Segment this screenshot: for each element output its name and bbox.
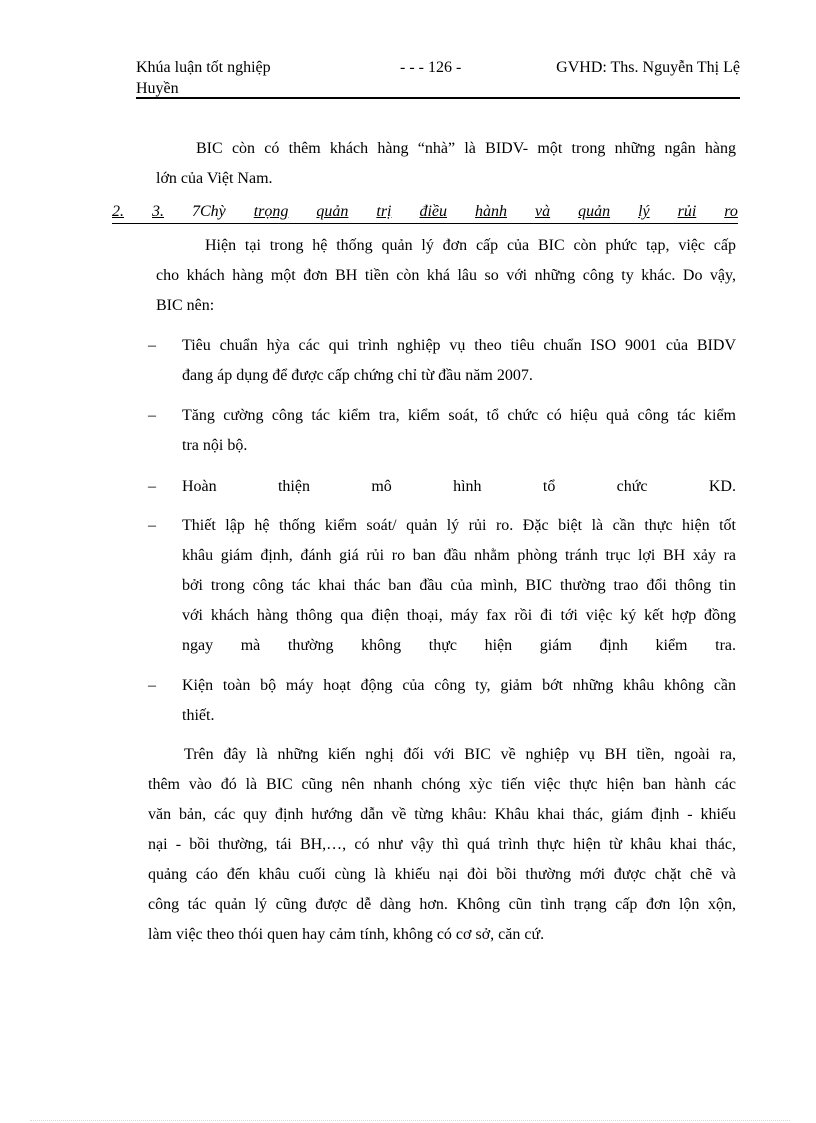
bullet-dash: –	[148, 337, 156, 354]
bullet-3-word: chức	[616, 478, 648, 495]
bullet-dash: –	[148, 478, 156, 495]
conclusion-line-1: Trên đây là những kiến nghị đối với BIC về nghiệp vụ BH tiền, ngoài ra,	[184, 746, 736, 763]
bullet-2-line-1: Tăng cường công tác kiểm tra, kiểm soát, tổ chức có hiệu quả công tác kiểm	[182, 407, 736, 424]
section-number-part: 3.	[151, 203, 164, 220]
bullet-1-line-2: đang áp dụng để được cấp chứng chỉ từ đầu năm 2007.	[182, 367, 533, 384]
bullet-4-line-1: Thiết lập hệ thống kiểm soát/ quản lý rủi ro. Đặc biệt là cần thực hiện tốt	[182, 517, 736, 534]
section-title-word: quản	[316, 203, 349, 220]
section-heading	[112, 202, 738, 224]
section-title-word: ro	[724, 203, 738, 220]
bullet-3-word: Hoàn	[182, 478, 217, 495]
bullet-4-line-2: khâu giám định, đánh giá rủi ro ban đầu nhằm phòng tránh trục lợi BH xảy ra	[182, 547, 736, 564]
bullet-3-word: KD.	[708, 478, 736, 495]
lead-line-3: BIC nên:	[156, 297, 215, 314]
conclusion-line-7: làm việc theo thói quen hay cảm tính, không có cơ sở, căn cứ.	[148, 926, 545, 943]
section-title-word: 7Chỳ	[191, 203, 226, 220]
conclusion-line-6: công tác quản lý cũng được dễ dàng hơn. Không cũn tình trạng cấp đơn lộn xộn,	[148, 896, 736, 913]
header-name-continuation: Huyền	[136, 80, 179, 97]
page-bottom-border	[30, 1120, 790, 1121]
section-title-word: lý	[638, 203, 650, 220]
bullet-3-word: thiện	[277, 478, 310, 495]
header-supervisor: GVHD: Ths. Nguyễn Thị Lệ	[556, 59, 740, 76]
header-page-number: - - - 126 -	[400, 59, 462, 76]
bullet-3-word: hình	[453, 478, 482, 495]
section-title-word: điều	[419, 203, 448, 220]
section-number-part: 2.	[112, 203, 124, 220]
bullet-3-line	[182, 477, 736, 497]
bullet-dash: –	[148, 517, 156, 534]
bullet-1-line-1: Tiêu chuẩn hỳa các qui trình nghiệp vụ theo tiêu chuẩn ISO 9001 của BIDV	[182, 337, 736, 354]
bullet-5-line-2: thiết.	[182, 707, 215, 724]
bullet-dash: –	[148, 407, 156, 424]
intro-line-1: BIC còn có thêm khách hàng “nhà” là BIDV- một trong những ngân hàng	[196, 140, 736, 157]
section-title-word: rủi	[677, 203, 697, 220]
lead-line-1: Hiện tại trong hệ thống quản lý đơn cấp của BIC còn phức tạp, việc cấp	[205, 237, 736, 254]
bullet-2-line-2: tra nội bộ.	[182, 437, 248, 454]
bullet-dash: –	[148, 677, 156, 694]
section-title-word: hành	[475, 203, 508, 220]
bullet-3-word: mô	[371, 478, 392, 495]
section-title-word: và	[535, 203, 551, 220]
bullet-4-line-3: bởi trong công tác khai thác ban đầu của mình, BIC thường trao đổi thông tin	[182, 577, 736, 594]
bullet-3-word: tổ	[542, 478, 556, 495]
section-title-word: trị	[376, 203, 392, 220]
bullet-5-line-1: Kiện toàn bộ máy hoạt động của công ty, giảm bớt những khâu không cần	[182, 677, 736, 694]
bullet-4-line-5: ngay mà thường không thực hiện giám định kiểm tra.	[182, 637, 736, 654]
conclusion-line-2: thêm vào đó là BIC cũng nên nhanh chóng xỳc tiến việc thực hiện ban hành các	[148, 776, 736, 793]
header-thesis-label: Khúa luận tốt nghiệp	[136, 59, 271, 76]
conclusion-line-3: văn bản, các quy định hướng dẫn về từng khâu: Khâu khai thác, giám định - khiếu	[148, 806, 736, 823]
conclusion-line-4: nại - bồi thường, tái BH,…, có như vậy thì quá trình thực hiện từ khâu khai thác,	[148, 836, 736, 853]
lead-line-2: cho khách hàng một đơn BH tiền còn khá lâu so với những công ty khác. Do vậy,	[156, 267, 736, 284]
header-rule	[136, 97, 740, 99]
bullet-4-line-4: với khách hàng thông qua điện thoại, máy fax rồi đi tới việc ký kết hợp đồng	[182, 607, 736, 624]
section-title-word: quản	[578, 203, 611, 220]
intro-line-2: lớn của Việt Nam.	[156, 170, 273, 187]
conclusion-line-5: quảng cáo đến khâu cuối cùng là khiếu nại đòi bồi thường mới được chặt chẽ và	[148, 866, 736, 883]
section-title-word: trọng	[253, 203, 289, 220]
